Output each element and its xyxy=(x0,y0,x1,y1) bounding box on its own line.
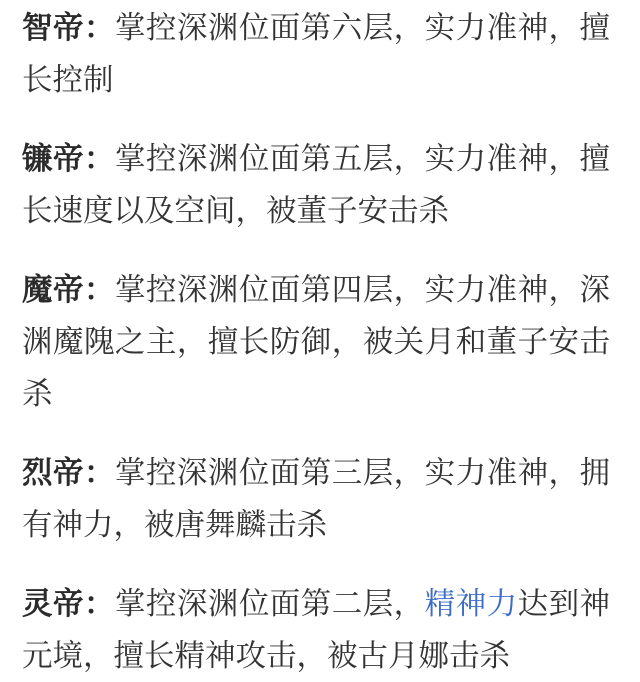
entry-description: 掌控深渊位面第五层，实力准神，擅长速度以及空间，被董子安击杀 xyxy=(22,142,611,228)
entry-name-separator: ： xyxy=(83,456,115,490)
entry-description: 掌控深渊位面第六层，实力准神，擅长控制 xyxy=(22,11,611,97)
entry-description: 掌控深渊位面第二层， xyxy=(114,587,425,621)
entry-lingdi xyxy=(22,578,610,682)
entry-name: 智帝 xyxy=(22,11,84,45)
entry-liandi xyxy=(22,133,610,237)
entry-name-separator: ： xyxy=(83,587,115,621)
keyword-link-jingshenli[interactable]: 精神力 xyxy=(424,587,518,621)
entry-name-separator: ： xyxy=(83,11,115,45)
entry-modi xyxy=(22,264,610,420)
entry-name-separator: ： xyxy=(83,273,115,307)
entry-description: 掌控深渊位面第三层，实力准神，拥有神力，被唐舞麟击杀 xyxy=(22,456,611,542)
entry-description: 达到神元境，擅长精神攻击，被古月娜击杀 xyxy=(22,587,611,673)
entry-name: 魔帝 xyxy=(22,273,84,307)
entry-description: 掌控深渊位面第四层，实力准神，深渊魔隗之主，擅长防御，被关月和董子安击杀 xyxy=(22,273,611,411)
entry-liedi xyxy=(22,447,610,551)
entry-name-separator: ： xyxy=(83,142,115,176)
entry-name: 灵帝 xyxy=(22,587,84,621)
entry-name: 烈帝 xyxy=(22,456,84,490)
entry-zhidi xyxy=(22,2,610,106)
entry-name: 镰帝 xyxy=(22,142,84,176)
